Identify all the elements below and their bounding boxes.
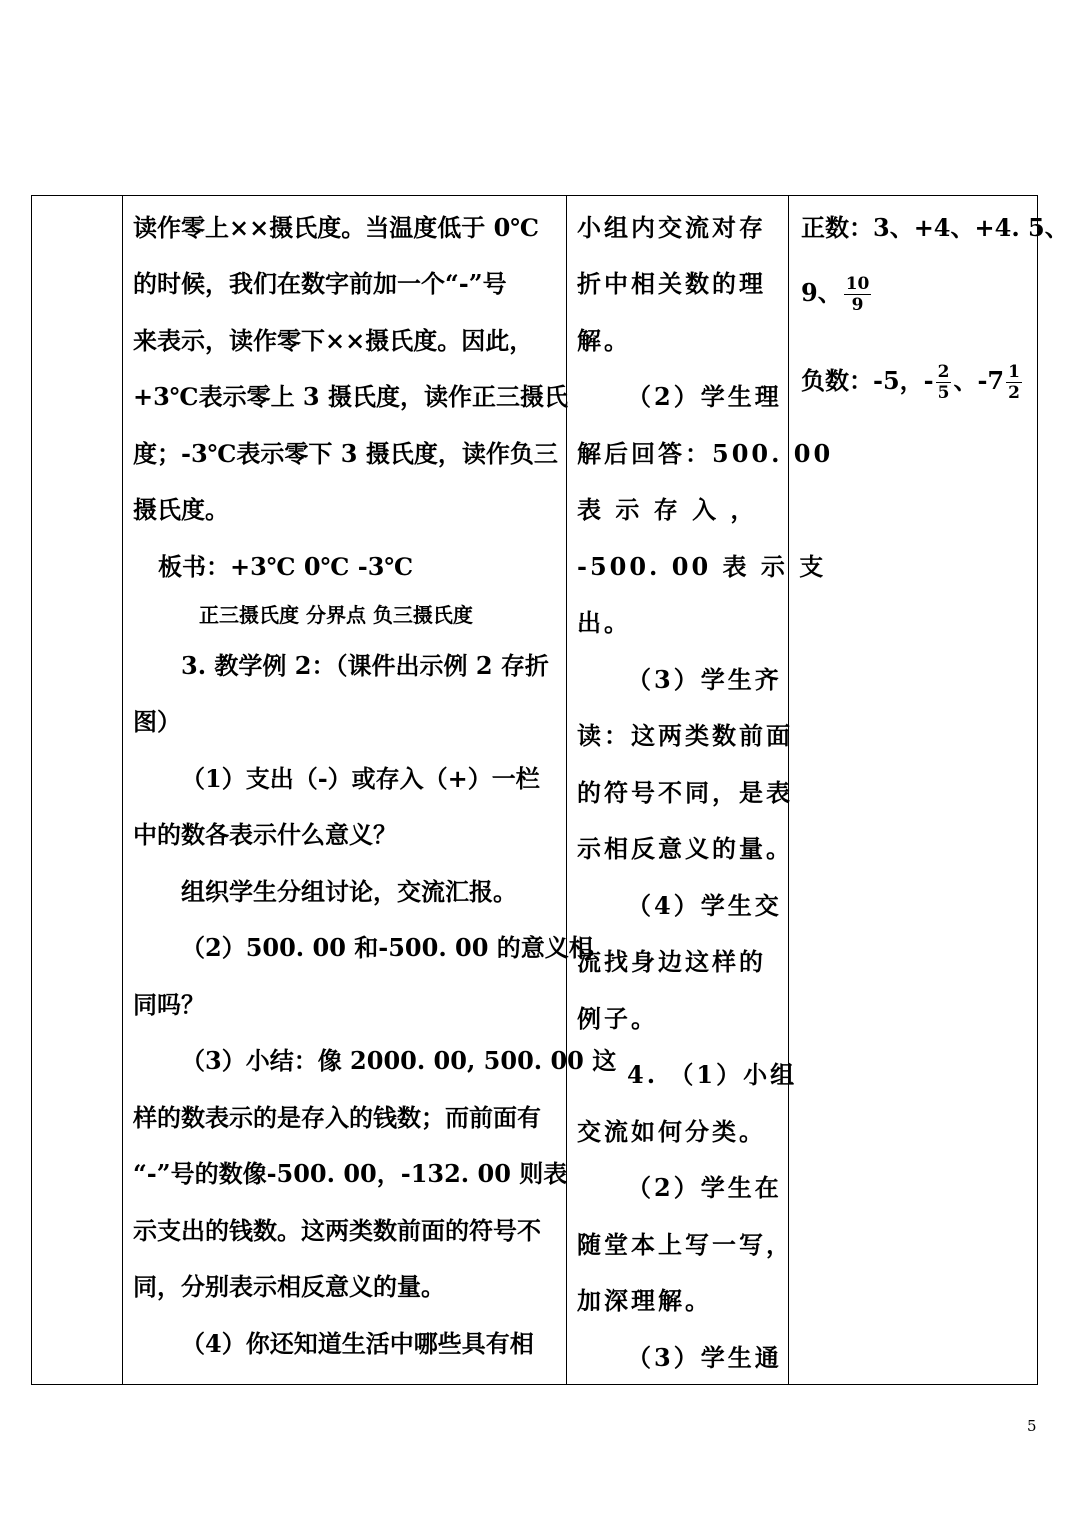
fraction-numerator: 1 [1008,362,1020,382]
text-line: 同，分别表示相反意义的量。 [133,1272,445,1301]
text-line: 读：这两类数前面 [577,721,793,750]
text-line: 同吗？ [133,990,205,1019]
text-line: 折中相关数的理 [577,269,766,298]
fraction-1-2 [1006,362,1022,403]
text-line: （2）学生理 [627,382,782,411]
negative-numbers-line [801,358,1024,404]
text-line: “-”号的数像-500. 00，-132. 00 则表 [133,1159,568,1188]
text-line: 表 示 存 入 ， [577,495,758,524]
fraction-denominator: 9 [851,295,864,315]
text-line: 的符号不同，是表 [577,778,793,807]
text-line: 来表示，读作零下××摄氏度。因此， [133,326,534,355]
negative-separator: 、-7 [953,366,1005,395]
text-line: 小组内交流对存 [577,213,766,242]
fraction-2-5 [936,362,952,403]
teacher-activity-column [123,196,617,1384]
fraction-denominator: 2 [1008,383,1020,403]
text-line: 解。 [577,326,631,355]
negative-prefix: 负数：-5，- [801,366,934,395]
text-line: 组织学生分组讨论，交流汇报。 [181,877,517,906]
positive-numbers-fraction-line [801,270,873,316]
positive-prefix: 9、 [801,278,842,307]
text-line: （2）学生在 [627,1173,782,1202]
text-line: 的时候，我们在数字前加一个“-”号 [133,269,507,298]
text-line: （2）500. 00 和-500. 00 的意义相 [181,933,593,962]
text-line: -500. 00 表 示 支 [577,552,827,581]
text-line: 摄氏度。 [133,495,229,524]
text-line: 交流如何分类。 [577,1117,766,1146]
text-line: （3）学生齐 [627,665,782,694]
page-number: 5 [1027,1417,1037,1435]
text-line: 出。 [577,608,631,637]
text-line: 3. 教学例 2：（课件出示例 2 存折 [181,651,549,680]
blackboard-labels: 正三摄氏度 分界点 负三摄氏度 [199,603,473,627]
fraction-numerator: 10 [845,274,870,294]
text-line: 解后回答：500. 00 [577,439,834,468]
text-line: 中的数各表示什么意义？ [133,820,397,849]
text-line: （1）支出（-）或存入（+）一栏 [181,764,540,793]
text-line: 图） [133,707,181,736]
text-line: 例子。 [577,1004,658,1033]
text-line: （3）学生通 [627,1343,782,1372]
text-line: 4. （1）小组 [627,1060,798,1089]
positive-numbers-line: 正数：3、+4、+4. 5、 [801,213,1069,242]
table-column-blank [32,196,123,1384]
exercise-column [789,196,1069,1384]
fraction-numerator: 2 [937,362,950,382]
text-line: +3℃表示零上 3 摄氏度，读作正三摄氏 [133,382,568,411]
text-line: 读作零上××摄氏度。当温度低于 0℃ [133,213,540,242]
text-line: 示支出的钱数。这两类数前面的符号不 [133,1216,541,1245]
text-line: 样的数表示的是存入的钱数；而前面有 [133,1103,541,1132]
text-line: （4）学生交 [627,891,782,920]
lesson-table [31,195,1069,1385]
student-activity-column [567,196,834,1384]
fraction-10-9 [844,274,872,315]
text-line: （3）小结：像 2000. 00, 500. 00 这 [181,1046,617,1075]
text-line: 随堂本上写一写， [577,1230,793,1259]
blackboard-line: 板书：+3℃ 0℃ -3℃ [158,552,414,581]
text-line: 流找身边这样的 [577,947,766,976]
fraction-denominator: 5 [937,383,950,403]
text-line: 度；-3℃表示零下 3 摄氏度，读作负三 [133,439,558,468]
text-line: 示相反意义的量。 [577,834,793,863]
text-line: （4）你还知道生活中哪些具有相 [181,1329,534,1358]
text-line: 加深理解。 [577,1286,712,1315]
